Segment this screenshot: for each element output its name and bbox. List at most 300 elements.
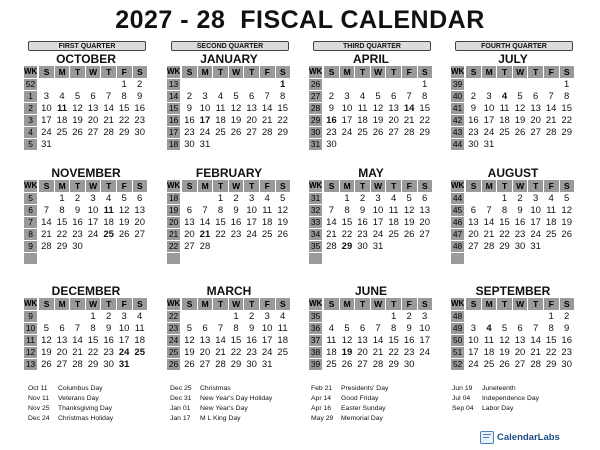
day-cell: 24 xyxy=(372,229,384,240)
day-cell xyxy=(86,253,101,265)
week-number: 31 xyxy=(310,193,321,203)
week-number: 20 xyxy=(168,217,179,227)
day-cell: 19 xyxy=(230,115,242,126)
holiday-date: Oct 11 xyxy=(28,385,48,392)
week-row xyxy=(167,323,291,335)
day-cell xyxy=(513,79,528,91)
day-cell: 25 xyxy=(215,127,226,138)
day-cell: 25 xyxy=(388,229,399,240)
day-cell: 25 xyxy=(483,359,495,370)
week-number: 51 xyxy=(452,347,463,357)
weekday-header: T xyxy=(355,66,370,78)
day-cell: 14 xyxy=(403,103,415,114)
week-row xyxy=(451,91,575,103)
week-number-header: WK xyxy=(167,299,181,308)
day-cell xyxy=(70,139,85,151)
weekday-header-row xyxy=(309,298,433,311)
day-cell: 9 xyxy=(186,103,193,114)
week-number xyxy=(24,253,37,264)
day-cell: 7 xyxy=(406,91,412,102)
week-row xyxy=(309,323,433,335)
week-row xyxy=(451,323,575,335)
day-cell xyxy=(229,139,244,151)
day-cell: 19 xyxy=(118,217,130,228)
week-row xyxy=(167,359,291,371)
holiday-date: May 29 xyxy=(311,415,334,422)
day-cell: 6 xyxy=(517,323,523,334)
week-number-header: WK xyxy=(451,67,465,76)
day-cell: 10 xyxy=(341,103,353,114)
day-cell: 9 xyxy=(105,323,112,334)
week-number: 18 xyxy=(168,193,179,203)
week-row xyxy=(309,205,433,217)
holiday-name: Good Friday xyxy=(341,395,379,402)
day-cell: 12 xyxy=(499,335,510,346)
day-cell: 22 xyxy=(561,115,572,126)
day-cell: 8 xyxy=(121,91,127,102)
day-cell: 14 xyxy=(199,217,211,228)
day-cell: 8 xyxy=(217,205,224,216)
holiday-item xyxy=(28,394,113,404)
weekday-header: M xyxy=(198,298,213,310)
day-cell: 6 xyxy=(59,323,65,334)
day-cell: 20 xyxy=(56,347,68,358)
week-number: 49 xyxy=(452,323,463,333)
week-number: 28 xyxy=(310,103,321,113)
week-number: 31 xyxy=(310,139,321,149)
day-cell xyxy=(198,253,213,265)
week-row xyxy=(309,91,433,103)
day-cell xyxy=(39,253,54,265)
day-cell: 22 xyxy=(118,115,130,126)
week-number: 50 xyxy=(452,335,463,345)
day-cell xyxy=(371,311,386,323)
day-cell: 16 xyxy=(230,217,242,228)
weekday-header: T xyxy=(213,66,228,78)
day-cell xyxy=(213,139,228,151)
week-row xyxy=(24,311,148,323)
day-cell xyxy=(497,311,512,323)
week-row xyxy=(167,115,291,127)
week-row xyxy=(451,127,575,139)
day-cell: 8 xyxy=(59,205,65,216)
week-number: 42 xyxy=(452,115,463,125)
day-cell: 25 xyxy=(261,229,273,240)
day-cell xyxy=(386,139,401,151)
day-cell: 28 xyxy=(545,127,557,138)
weekday-header-row xyxy=(167,180,291,193)
day-cell: 15 xyxy=(56,217,68,228)
day-cell: 8 xyxy=(344,205,350,216)
day-cell: 3 xyxy=(470,323,477,334)
day-cell xyxy=(275,359,290,371)
day-cell: 23 xyxy=(184,127,195,138)
day-cell: 13 xyxy=(468,217,479,228)
week-number: 48 xyxy=(452,241,463,251)
day-cell: 17 xyxy=(199,115,211,126)
week-number: 8 xyxy=(24,229,37,240)
holiday-name: M L King Day xyxy=(200,415,241,422)
day-cell: 16 xyxy=(403,335,415,346)
day-cell: 29 xyxy=(341,241,353,252)
holiday-date: Apr 14 xyxy=(311,395,332,402)
weekday-header: S xyxy=(418,66,433,78)
day-cell: 18 xyxy=(134,335,145,346)
weekday-header-row xyxy=(451,180,575,193)
day-cell: 14 xyxy=(483,217,495,228)
month-january xyxy=(167,52,291,151)
week-number: 46 xyxy=(452,217,463,227)
day-cell xyxy=(213,79,228,91)
day-cell: 11 xyxy=(499,103,510,114)
day-cell xyxy=(117,139,132,151)
day-cell: 23 xyxy=(514,229,526,240)
week-row xyxy=(24,79,148,91)
day-cell: 24 xyxy=(41,127,52,138)
day-cell: 13 xyxy=(199,335,211,346)
day-cell: 21 xyxy=(483,229,495,240)
weekday-header: T xyxy=(355,180,370,192)
day-cell: 13 xyxy=(134,205,145,216)
day-cell: 4 xyxy=(105,193,112,204)
day-cell: 15 xyxy=(419,103,430,114)
day-cell: 15 xyxy=(388,335,399,346)
day-cell: 24 xyxy=(118,347,130,358)
week-number: 48 xyxy=(452,311,463,321)
day-cell xyxy=(513,139,528,151)
day-cell xyxy=(371,79,386,91)
day-cell: 28 xyxy=(199,241,211,252)
day-cell xyxy=(55,253,70,265)
holiday-name: Labor Day xyxy=(482,405,514,412)
day-cell xyxy=(324,253,339,265)
weekday-header: W xyxy=(229,298,244,310)
weekday-header: S xyxy=(418,180,433,192)
day-cell: 24 xyxy=(199,127,211,138)
day-cell xyxy=(260,79,275,91)
day-cell xyxy=(528,253,543,265)
month-name: SEPTEMBER xyxy=(475,284,551,298)
day-cell: 1 xyxy=(564,79,570,90)
weekday-header: M xyxy=(482,66,497,78)
day-cell: 3 xyxy=(375,193,381,204)
day-cell: 3 xyxy=(344,91,350,102)
day-cell: 23 xyxy=(134,115,145,126)
week-row xyxy=(451,193,575,205)
day-cell: 8 xyxy=(422,91,428,102)
week-row xyxy=(309,335,433,347)
day-cell: 17 xyxy=(483,115,495,126)
day-cell: 12 xyxy=(41,335,52,346)
day-cell: 7 xyxy=(217,323,224,334)
week-row xyxy=(451,335,575,347)
day-cell xyxy=(355,79,370,91)
day-cell: 27 xyxy=(468,241,479,252)
day-cell: 24 xyxy=(419,347,430,358)
day-cell xyxy=(402,253,417,265)
day-cell xyxy=(355,139,370,151)
day-cell: 13 xyxy=(357,335,368,346)
weekday-header: M xyxy=(482,298,497,310)
week-row xyxy=(167,217,291,229)
day-cell: 31 xyxy=(530,241,541,252)
holiday-name: Columbus Day xyxy=(58,385,103,392)
weekday-header: S xyxy=(324,180,339,192)
day-cell xyxy=(101,253,116,265)
week-number: 24 xyxy=(168,335,179,345)
day-cell xyxy=(497,253,512,265)
week-number: 5 xyxy=(24,193,37,204)
weekday-header: S xyxy=(324,66,339,78)
weekday-header: T xyxy=(528,66,543,78)
day-cell: 18 xyxy=(103,217,114,228)
day-cell xyxy=(559,139,574,151)
weekday-header-row xyxy=(451,298,575,311)
day-cell: 11 xyxy=(326,335,337,346)
day-cell: 12 xyxy=(277,205,288,216)
day-cell: 4 xyxy=(328,323,335,334)
day-cell: 8 xyxy=(564,91,570,102)
weekday-header: M xyxy=(198,66,213,78)
day-cell: 27 xyxy=(530,127,541,138)
week-row xyxy=(24,323,148,335)
day-cell: 4 xyxy=(217,91,224,102)
day-cell: 7 xyxy=(264,91,270,102)
week-row xyxy=(167,139,291,151)
day-cell: 23 xyxy=(103,347,114,358)
day-cell: 2 xyxy=(74,193,81,204)
week-row xyxy=(167,79,291,91)
day-cell xyxy=(182,79,197,91)
holiday-date: Apr 16 xyxy=(311,405,332,412)
day-cell: 8 xyxy=(390,323,397,334)
weekday-header: S xyxy=(39,180,54,192)
week-number: 6 xyxy=(24,205,37,216)
week-row xyxy=(451,205,575,217)
day-cell: 26 xyxy=(514,127,526,138)
day-cell: 22 xyxy=(56,229,68,240)
day-cell: 11 xyxy=(357,103,368,114)
day-cell: 5 xyxy=(43,323,50,334)
weekday-header: W xyxy=(86,66,101,78)
day-cell: 30 xyxy=(72,241,83,252)
day-cell xyxy=(198,79,213,91)
day-cell: 15 xyxy=(499,217,510,228)
holiday-item xyxy=(311,394,388,404)
day-cell xyxy=(544,241,559,253)
day-cell: 21 xyxy=(215,347,226,358)
day-cell: 18 xyxy=(499,115,510,126)
day-cell: 2 xyxy=(517,193,523,204)
holiday-list xyxy=(28,384,113,424)
day-cell xyxy=(559,241,574,253)
week-number: 9 xyxy=(24,241,37,252)
day-cell xyxy=(466,253,481,265)
day-cell: 6 xyxy=(359,323,366,334)
day-cell: 5 xyxy=(564,193,570,204)
day-cell xyxy=(229,253,244,265)
day-cell xyxy=(402,139,417,151)
week-row xyxy=(451,79,575,91)
day-cell: 1 xyxy=(280,79,286,90)
day-cell xyxy=(244,79,259,91)
weekday-header: S xyxy=(560,298,575,310)
day-cell xyxy=(466,311,481,323)
holiday-name: Easter Sunday xyxy=(341,405,386,412)
day-cell: 17 xyxy=(530,217,541,228)
weekday-header: T xyxy=(497,298,512,310)
day-cell: 24 xyxy=(261,347,273,358)
holiday-name: New Year's Day Holiday xyxy=(200,395,273,402)
weekday-header: W xyxy=(371,298,386,310)
holiday-item xyxy=(452,394,539,404)
calendar-icon xyxy=(480,431,494,444)
week-number: 26 xyxy=(310,79,321,89)
day-cell: 31 xyxy=(261,359,273,370)
day-cell xyxy=(386,241,401,253)
week-number: 21 xyxy=(168,229,179,239)
day-cell: 19 xyxy=(499,347,510,358)
day-cell: 22 xyxy=(341,229,353,240)
day-cell: 22 xyxy=(87,347,99,358)
day-cell: 9 xyxy=(517,205,523,216)
day-cell: 11 xyxy=(262,205,273,216)
day-cell xyxy=(132,359,147,371)
day-cell xyxy=(39,193,54,205)
day-cell: 7 xyxy=(43,205,50,216)
weekday-header: S xyxy=(133,298,148,310)
day-cell: 21 xyxy=(372,347,384,358)
holiday-date: Nov 25 xyxy=(28,405,50,412)
day-cell: 23 xyxy=(230,229,242,240)
day-cell xyxy=(340,79,355,91)
holiday-date: Sep 04 xyxy=(452,405,474,412)
day-cell xyxy=(417,359,432,371)
week-number: 17 xyxy=(168,127,179,137)
day-cell: 1 xyxy=(548,311,554,322)
day-cell: 20 xyxy=(134,217,145,228)
day-cell xyxy=(182,193,197,205)
week-number: 34 xyxy=(310,229,321,239)
week-number: 37 xyxy=(310,335,321,345)
week-number-header: WK xyxy=(451,299,465,308)
day-cell: 31 xyxy=(118,359,130,370)
day-cell xyxy=(275,253,290,265)
day-cell: 7 xyxy=(105,91,112,102)
day-cell: 29 xyxy=(561,127,572,138)
day-cell: 13 xyxy=(388,103,399,114)
day-cell xyxy=(213,241,228,253)
day-cell xyxy=(386,79,401,91)
day-cell: 21 xyxy=(41,229,52,240)
day-cell: 16 xyxy=(184,115,195,126)
holiday-date: Jan 01 xyxy=(170,405,191,412)
quarter-header: FIRST QUARTER xyxy=(28,41,146,51)
day-cell xyxy=(198,311,213,323)
weekday-header: F xyxy=(117,298,132,310)
weekday-header: F xyxy=(117,180,132,192)
day-cell: 27 xyxy=(56,359,68,370)
day-cell: 14 xyxy=(326,217,337,228)
holiday-item xyxy=(170,404,272,414)
day-cell: 14 xyxy=(72,335,83,346)
day-cell: 4 xyxy=(59,91,65,102)
day-cell: 24 xyxy=(483,127,495,138)
day-cell: 25 xyxy=(56,127,68,138)
day-cell xyxy=(213,253,228,265)
week-row xyxy=(24,359,148,371)
weekday-header: T xyxy=(70,180,85,192)
day-cell: 10 xyxy=(41,103,52,114)
day-cell xyxy=(132,253,147,265)
day-cell: 19 xyxy=(41,347,52,358)
day-cell: 11 xyxy=(277,323,288,334)
day-cell: 5 xyxy=(344,323,350,334)
day-cell xyxy=(324,311,339,323)
week-row xyxy=(24,335,148,347)
day-cell: 12 xyxy=(184,335,195,346)
day-cell: 9 xyxy=(564,323,570,334)
day-cell: 31 xyxy=(41,139,52,150)
month-september xyxy=(451,284,575,371)
day-cell: 23 xyxy=(72,229,83,240)
day-cell xyxy=(55,79,70,91)
day-cell: 10 xyxy=(261,323,273,334)
day-cell: 2 xyxy=(406,311,412,322)
day-cell: 1 xyxy=(344,193,350,204)
week-row xyxy=(24,253,148,265)
day-cell xyxy=(528,311,543,323)
month-july xyxy=(451,52,575,151)
weekday-header: F xyxy=(402,66,417,78)
month-december xyxy=(24,284,148,371)
day-cell: 25 xyxy=(326,359,337,370)
day-cell: 19 xyxy=(403,217,415,228)
day-cell: 6 xyxy=(248,91,255,102)
week-row xyxy=(24,347,148,359)
day-cell xyxy=(371,253,386,265)
holiday-date: Nov 11 xyxy=(28,395,50,402)
weekday-header: T xyxy=(70,298,85,310)
day-cell xyxy=(340,311,355,323)
week-row xyxy=(167,335,291,347)
weekday-header: W xyxy=(371,180,386,192)
weekday-header: F xyxy=(260,298,275,310)
day-cell xyxy=(229,241,244,253)
weekday-header: W xyxy=(513,298,528,310)
day-cell: 21 xyxy=(530,347,541,358)
weekday-header: W xyxy=(371,66,386,78)
day-cell: 8 xyxy=(548,323,554,334)
day-cell: 18 xyxy=(483,347,495,358)
page-title: 2027 - 28 FISCAL CALENDAR xyxy=(115,6,485,34)
day-cell: 13 xyxy=(184,217,195,228)
week-row xyxy=(24,91,148,103)
week-number: 33 xyxy=(310,217,321,227)
week-row xyxy=(451,217,575,229)
weekday-header: S xyxy=(324,298,339,310)
day-cell xyxy=(544,139,559,151)
day-cell: 6 xyxy=(532,91,539,102)
week-row xyxy=(167,253,291,265)
holiday-name: Veterans Day xyxy=(58,395,99,402)
day-cell: 17 xyxy=(261,335,273,346)
day-cell: 24 xyxy=(246,229,257,240)
day-cell: 16 xyxy=(103,335,114,346)
week-number: 39 xyxy=(452,79,463,89)
day-cell: 16 xyxy=(246,335,257,346)
day-cell: 22 xyxy=(230,347,242,358)
